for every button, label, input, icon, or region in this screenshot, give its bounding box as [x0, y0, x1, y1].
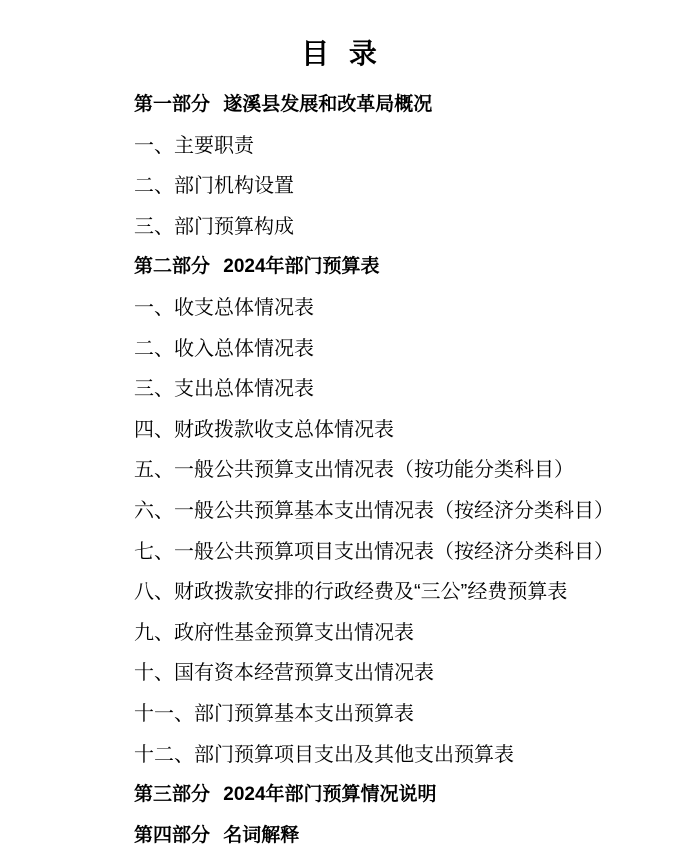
toc-item: 四、财政拨款收支总体情况表 — [134, 418, 394, 441]
toc-item: 三、支出总体情况表 — [134, 378, 314, 401]
toc-section-heading: 第二部分 2024年部门预算表 — [134, 256, 380, 278]
toc-section-heading: 第四部分 名词解释 — [134, 824, 300, 846]
toc-item: 三、部门预算构成 — [134, 215, 294, 238]
table-of-contents — [0, 85, 678, 856]
toc-item: 十一、部门预算基本支出预算表 — [134, 702, 414, 725]
toc-section-heading: 第三部分 2024年部门预算情况说明 — [134, 784, 437, 806]
toc-item: 十、国有资本经营预算支出情况表 — [134, 662, 434, 685]
toc-item: 八、财政拨款安排的行政经费及“三公”经费预算表 — [134, 581, 568, 604]
toc-item: 二、部门机构设置 — [134, 175, 294, 198]
toc-item: 九、政府性基金预算支出情况表 — [134, 621, 414, 644]
toc-section-heading: 第一部分 遂溪县发展和改革局概况 — [134, 94, 433, 115]
toc-item: 十二、部门预算项目支出及其他支出预算表 — [134, 743, 514, 766]
toc-item: 二、收入总体情况表 — [134, 337, 314, 360]
toc-item: 七、一般公共预算项目支出情况表（按经济分类科目） — [134, 540, 614, 563]
toc-item: 六、一般公共预算基本支出情况表（按经济分类科目） — [134, 499, 614, 522]
page-title: 目 录 — [301, 38, 377, 69]
toc-item: 五、一般公共预算支出情况表（按功能分类科目） — [134, 459, 574, 482]
toc-item: 一、主要职责 — [134, 134, 254, 157]
toc-item: 一、收支总体情况表 — [134, 296, 314, 319]
